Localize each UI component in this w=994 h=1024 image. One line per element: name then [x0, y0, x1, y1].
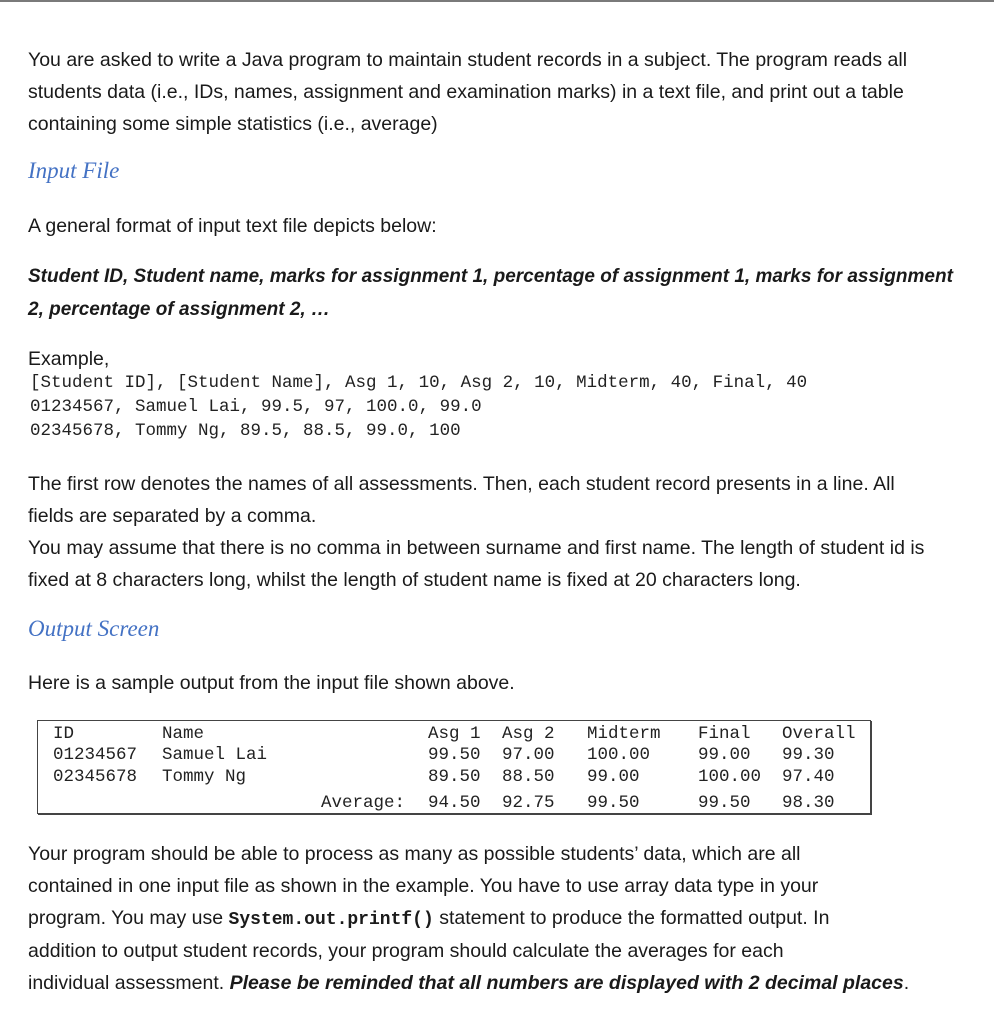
format-line-1: Student ID, Student name, marks for assignment 1, percentage of assignment 1, marks for assignment	[28, 266, 953, 287]
box-shadow-right	[870, 721, 872, 815]
closing-line-3-post: statement to produce the formatted output. In	[433, 907, 830, 929]
closing-line-3-pre: program. You may use	[28, 907, 229, 929]
intro-line-1: You are asked to write a Java program to maintain student records in a subject. The program reads all	[28, 49, 908, 71]
closing-line-2: contained in one input file as shown in the example. You have to use array data type in your	[28, 875, 819, 897]
row-asg1: 89.50	[428, 767, 481, 787]
header-id: ID	[53, 724, 75, 744]
row-asg2: 88.50	[502, 767, 555, 787]
closing-line-5-pre: individual assessment.	[28, 972, 230, 994]
output-screen-heading: Output Screen	[28, 616, 160, 641]
closing-line-5	[28, 967, 973, 1000]
average-label: Average:	[321, 793, 406, 813]
description-line-3: You may assume that there is no comma in between surname and first name. The length of student id is	[28, 537, 925, 559]
description-line-1: The first row denotes the names of all assessments. Then, each student record presents in a line. All	[28, 473, 895, 495]
header-final: Final	[698, 724, 751, 744]
row-id: 02345678	[53, 767, 138, 787]
average-final: 99.50	[698, 793, 751, 813]
input-file-heading: Input File	[28, 158, 120, 183]
decimal-reminder: Please be reminded that all numbers are displayed with 2 decimal places	[229, 972, 904, 994]
example-label: Example,	[28, 348, 110, 370]
description-line-4: fixed at 8 characters long, whilst the length of student name is fixed at 20 characters long.	[28, 569, 801, 591]
printf-code: System.out.printf()	[228, 910, 434, 930]
closing-line-1: Your program should be able to process as many as possible students’ data, which are all	[28, 843, 801, 865]
header-asg2: Asg 2	[502, 724, 555, 744]
average-midterm: 99.50	[587, 793, 640, 813]
average-asg1: 94.50	[428, 793, 481, 813]
row-name: Samuel Lai	[162, 745, 268, 765]
closing-line-4: addition to output student records, your program should calculate the averages for each	[28, 940, 784, 962]
average-overall: 98.30	[782, 793, 835, 813]
format-line-2: 2, percentage of assignment 2, …	[28, 299, 330, 320]
intro-line-2: students data (i.e., IDs, names, assignment and examination marks) in a text file, and print out a table	[28, 81, 904, 103]
sample-output-table	[37, 720, 871, 814]
description-line-2: fields are separated by a comma.	[28, 505, 317, 527]
top-border-line	[0, 0, 994, 2]
row-asg1: 99.50	[428, 745, 481, 765]
row-overall: 97.40	[782, 767, 835, 787]
header-name: Name	[162, 724, 205, 744]
closing-line-3	[28, 902, 916, 937]
general-format-text: A general format of input text file depicts below:	[28, 215, 437, 237]
header-asg1: Asg 1	[428, 724, 481, 744]
row-overall: 99.30	[782, 745, 835, 765]
output-intro-text: Here is a sample output from the input file shown above.	[28, 672, 515, 694]
row-asg2: 97.00	[502, 745, 555, 765]
intro-line-3: containing some simple statistics (i.e., average)	[28, 113, 438, 135]
example-header-line: [Student ID], [Student Name], Asg 1, 10, Asg 2, 10, Midterm, 40, Final, 40	[30, 373, 808, 393]
row-midterm: 99.00	[587, 767, 640, 787]
row-name: Tommy Ng	[162, 767, 247, 787]
row-midterm: 100.00	[587, 745, 651, 765]
row-final: 100.00	[698, 767, 762, 787]
example-record-line: 02345678, Tommy Ng, 89.5, 88.5, 99.0, 100	[30, 421, 461, 441]
example-record-line: 01234567, Samuel Lai, 99.5, 97, 100.0, 99.0	[30, 397, 482, 417]
average-asg2: 92.75	[502, 793, 555, 813]
header-overall: Overall	[782, 724, 856, 744]
row-final: 99.00	[698, 745, 751, 765]
closing-line-5-post: .	[903, 972, 910, 994]
row-id: 01234567	[53, 745, 138, 765]
header-midterm: Midterm	[587, 724, 661, 744]
